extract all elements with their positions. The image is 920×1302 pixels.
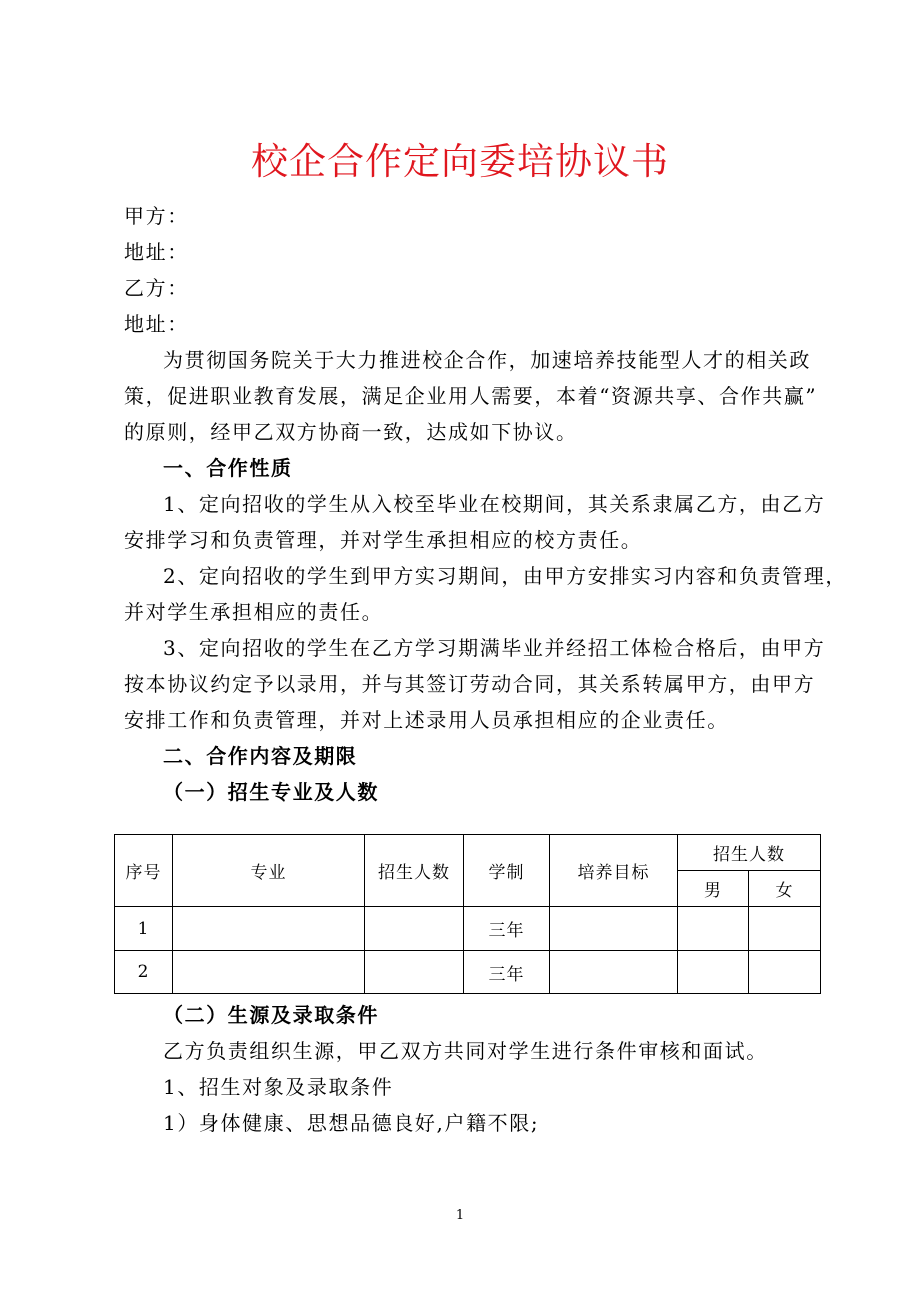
header-goal: 培养目标 xyxy=(550,835,678,907)
intro-line-2: 策，促进职业教育发展，满足企业用人需要，本着“资源共享、合作共赢” xyxy=(124,384,818,408)
clause3-line-2: 按本协议约定予以录用，并与其签订劳动合同，其关系转属甲方，由甲方 xyxy=(124,672,816,696)
cell-male xyxy=(678,907,749,951)
address-b-line: 地址： xyxy=(124,312,189,336)
document-title: 校企合作定向委培协议书 xyxy=(251,140,669,183)
clause3-line-1: 3、定向招收的学生在乙方学习期满毕业并经招工体检合格后，由甲方 xyxy=(163,636,826,660)
cell-female xyxy=(749,907,821,951)
cell-goal xyxy=(550,907,678,951)
cell-major xyxy=(173,951,365,994)
cell-count xyxy=(365,951,464,994)
table-row xyxy=(115,951,821,994)
section2-heading: 二、合作内容及期限 xyxy=(163,744,358,768)
header-female: 女 xyxy=(749,871,821,907)
intro-line-1: 为贯彻国务院关于大力推进校企合作，加速培养技能型人才的相关政 xyxy=(163,348,811,372)
cell-duration: 三年 xyxy=(464,907,550,951)
intro-line-3: 的原则，经甲乙双方协商一致，达成如下协议。 xyxy=(124,420,578,444)
subsection-source-heading: （二）生源及录取条件 xyxy=(163,1003,379,1027)
cell-major xyxy=(173,907,365,951)
item-1-heading: 1、招生对象及录取条件 xyxy=(163,1075,394,1099)
table-row xyxy=(115,907,821,951)
cell-duration: 三年 xyxy=(464,951,550,994)
header-count: 招生人数 xyxy=(365,835,464,907)
cell-seq: 2 xyxy=(115,951,173,994)
clause1-line-1: 1、定向招收的学生从入校至毕业在校期间，其关系隶属乙方，由乙方 xyxy=(163,492,826,516)
table-header-row xyxy=(115,835,821,871)
section1-heading: 一、合作性质 xyxy=(163,456,293,480)
cell-count xyxy=(365,907,464,951)
cell-male xyxy=(678,951,749,994)
header-male: 男 xyxy=(678,871,749,907)
address-a-line: 地址： xyxy=(124,240,189,264)
party-a-line: 甲方： xyxy=(124,204,189,228)
source-paragraph: 乙方负责组织生源，甲乙双方共同对学生进行条件审核和面试。 xyxy=(163,1039,768,1063)
header-seq: 序号 xyxy=(115,835,173,907)
clause3-line-3: 安排工作和负责管理，并对上述录用人员承担相应的企业责任。 xyxy=(124,708,729,732)
clause2-line-1: 2、定向招收的学生到甲方实习期间，由甲方安排实习内容和负责管理， xyxy=(163,564,847,588)
cell-female xyxy=(749,951,821,994)
clause2-line-2: 并对学生承担相应的责任。 xyxy=(124,600,384,624)
clause1-line-2: 安排学习和负责管理，并对学生承担相应的校方责任。 xyxy=(124,528,643,552)
page-number: 1 xyxy=(455,1208,465,1223)
header-major: 专业 xyxy=(173,835,365,907)
cell-seq: 1 xyxy=(115,907,173,951)
enrollment-table xyxy=(114,834,821,994)
cell-goal xyxy=(550,951,678,994)
item-1-1-text: 1）身体健康、思想品德良好,户籍不限; xyxy=(163,1111,540,1135)
header-count-group: 招生人数 xyxy=(678,835,821,871)
header-duration: 学制 xyxy=(464,835,550,907)
subsection-enrollment-heading: （一）招生专业及人数 xyxy=(163,780,379,804)
party-b-line: 乙方： xyxy=(124,276,189,300)
